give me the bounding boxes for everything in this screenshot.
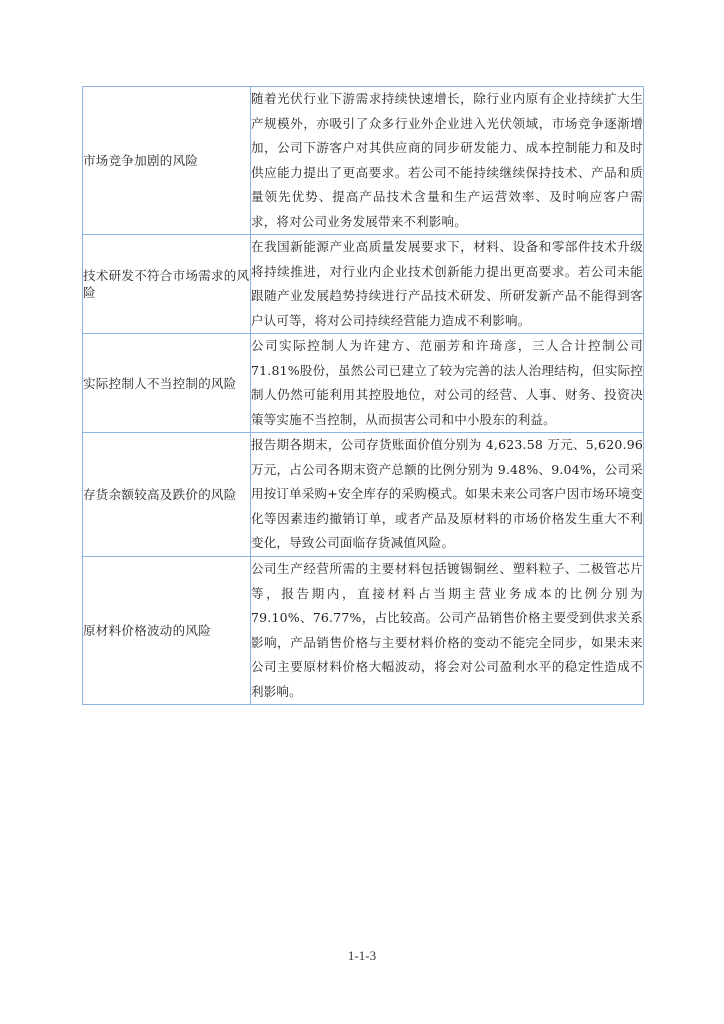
table-row: [83, 557, 644, 705]
risk-description-cell: 在我国新能源产业高质量发展要求下，材料、设备和零部件技术升级将持续推进，对行业内企业技术创新能力提出更高要求。若公司未能跟随产业发展趋势持续进行产品技术研发、所研发新产品不能得到客户认可等，将对公司持续经营能力造成不利影响。: [251, 235, 644, 334]
risk-name-cell: 原材料价格波动的风险: [83, 557, 251, 705]
risk-name-cell: 市场竞争加剧的风险: [83, 87, 251, 235]
table-row: [83, 433, 644, 557]
table-row: [83, 334, 644, 433]
page-number: 1-1-3: [347, 948, 377, 963]
risk-name-cell: 实际控制人不当控制的风险: [83, 334, 251, 433]
risk-name-cell: 技术研发不符合市场需求的风险: [83, 235, 251, 334]
risk-description-cell: 随着光伏行业下游需求持续快速增长，除行业内原有企业持续扩大生产规模外，亦吸引了众多行业外企业进入光伏领域，市场竞争逐渐增加，公司下游客户对其供应商的同步研发能力、成本控制能力和及时供应能力提出了更高要求。若公司不能持续继续保持技术、产品和质量领先优势、提高产品技术含量和生产运营效率、及时响应客户需求，将对公司业务发展带来不利影响。: [251, 87, 644, 235]
table-row: [83, 235, 644, 334]
risk-name-cell: 存货余额较高及跌价的风险: [83, 433, 251, 557]
risk-description-cell: 公司生产经营所需的主要材料包括镀锡铜丝、塑料粒子、二极管芯片等，报告期内，直接材料占当期主营业务成本的比例分别为 79.10%、76.77%，占比较高。公司产品销售价格主要受到供求关系影响，产品销售价格与主要材料价格的变动不能完全同步，如果未来公司主要原材料价格大幅波动，将会对公司盈利水平的稳定性造成不利影响。: [251, 557, 644, 705]
risk-factors-table: [82, 86, 644, 705]
risk-description-cell: 公司实际控制人为许建方、范丽芳和许琦彦，三人合计控制公司71.81%股份，虽然公司已建立了较为完善的法人治理结构，但实际控制人仍然可能利用其控股地位，对公司的经营、人事、财务、投资决策等实施不当控制，从而损害公司和中小股东的利益。: [251, 334, 644, 433]
table-row: [83, 87, 644, 235]
risk-description-cell: 报告期各期末，公司存货账面价值分别为 4,623.58 万元、5,620.96 万元，占公司各期末资产总额的比例分别为 9.48%、9.04%，公司采用按订单采购+安全库存的采购模式。如果未来公司客户因市场环境变化等因素违约撤销订单，或者产品及原材料的市场价格发生重大不利变化，导致公司面临存货减值风险。: [251, 433, 644, 557]
